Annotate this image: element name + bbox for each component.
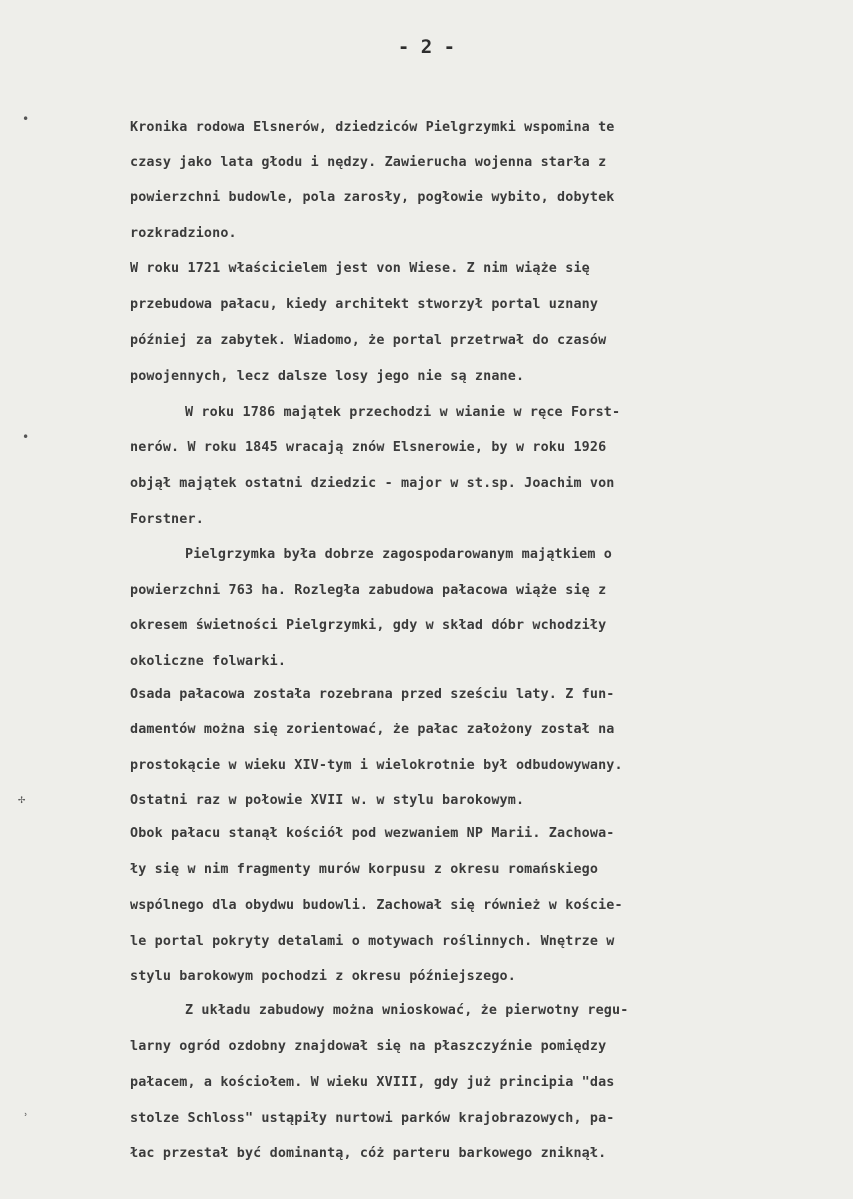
text-line: powierzchni budowle, pola zarosły, pogłowie wybito, dobytek bbox=[130, 190, 615, 205]
text-line: łac przestał być dominantą, cóż parteru barkowego zniknął. bbox=[130, 1146, 607, 1161]
text-line: Osada pałacowa została rozebrana przed sześciu laty. Z fun- bbox=[130, 687, 615, 702]
margin-mark: • bbox=[22, 430, 30, 444]
margin-mark: ˒ bbox=[22, 1108, 30, 1122]
text-line: Kronika rodowa Elsnerów, dziedziców Pielgrzymki wspomina te bbox=[130, 120, 615, 135]
text-line: rozkradziono. bbox=[130, 226, 237, 241]
page-number: - 2 - bbox=[397, 36, 456, 58]
text-line: W roku 1721 właścicielem jest von Wiese. Z nim wiąże się bbox=[130, 261, 590, 276]
text-line: stolze Schloss" ustąpiły nurtowi parków krajobrazowych, pa- bbox=[130, 1111, 615, 1126]
text-line: później za zabytek. Wiadomo, że portal przetrwał do czasów bbox=[130, 333, 607, 348]
text-line: okoliczne folwarki. bbox=[130, 654, 287, 669]
text-line: czasy jako lata głodu i nędzy. Zawierucha wojenna starła z bbox=[130, 155, 607, 170]
text-line: stylu barokowym pochodzi z okresu późniejszego. bbox=[130, 969, 516, 984]
text-line: pałacem, a kościołem. W wieku XVIII, gdy już principia "das bbox=[130, 1075, 615, 1090]
text-line: przebudowa pałacu, kiedy architekt stworzył portal uznany bbox=[130, 297, 599, 312]
text-line: le portal pokryty detalami o motywach roślinnych. Wnętrze w bbox=[130, 934, 615, 949]
text-line: okresem świetności Pielgrzymki, gdy w skład dóbr wchodziły bbox=[130, 618, 607, 633]
margin-mark: • bbox=[22, 112, 30, 126]
text-line: wspólnego dla obydwu budowli. Zachował się również w koście- bbox=[130, 898, 623, 913]
text-line: powojennych, lecz dalsze losy jego nie są znane. bbox=[130, 369, 525, 384]
text-line: nerów. W roku 1845 wracają znów Elsnerowie, by w roku 1926 bbox=[130, 440, 607, 455]
margin-mark: ✢ bbox=[18, 792, 26, 806]
text-line: ły się w nim fragmenty murów korpusu z okresu romańskiego bbox=[130, 862, 599, 877]
text-line: Pielgrzymka była dobrze zagospodarowanym majątkiem o bbox=[185, 547, 613, 562]
text-line: larny ogród ozdobny znajdował się na płaszczyźnie pomiędzy bbox=[130, 1039, 607, 1054]
text-line: damentów można się zorientować, że pałac założony został na bbox=[130, 722, 615, 737]
text-line: prostokącie w wieku XIV-tym i wielokrotnie był odbudowywany. bbox=[130, 758, 623, 773]
text-line: objął majątek ostatni dziedzic - major w st.sp. Joachim von bbox=[130, 476, 615, 491]
text-line: Z układu zabudowy można wnioskować, że pierwotny regu- bbox=[185, 1003, 629, 1018]
text-line: powierzchni 763 ha. Rozległa zabudowa pałacowa wiąże się z bbox=[130, 583, 607, 598]
text-line: W roku 1786 majątek przechodzi w wianie w ręce Forst- bbox=[185, 405, 621, 420]
text-line: Forstner. bbox=[130, 512, 204, 527]
text-line: Obok pałacu stanął kościół pod wezwaniem NP Marii. Zachowa- bbox=[130, 826, 615, 841]
text-line: Ostatni raz w połowie XVII w. w stylu barokowym. bbox=[130, 793, 525, 808]
